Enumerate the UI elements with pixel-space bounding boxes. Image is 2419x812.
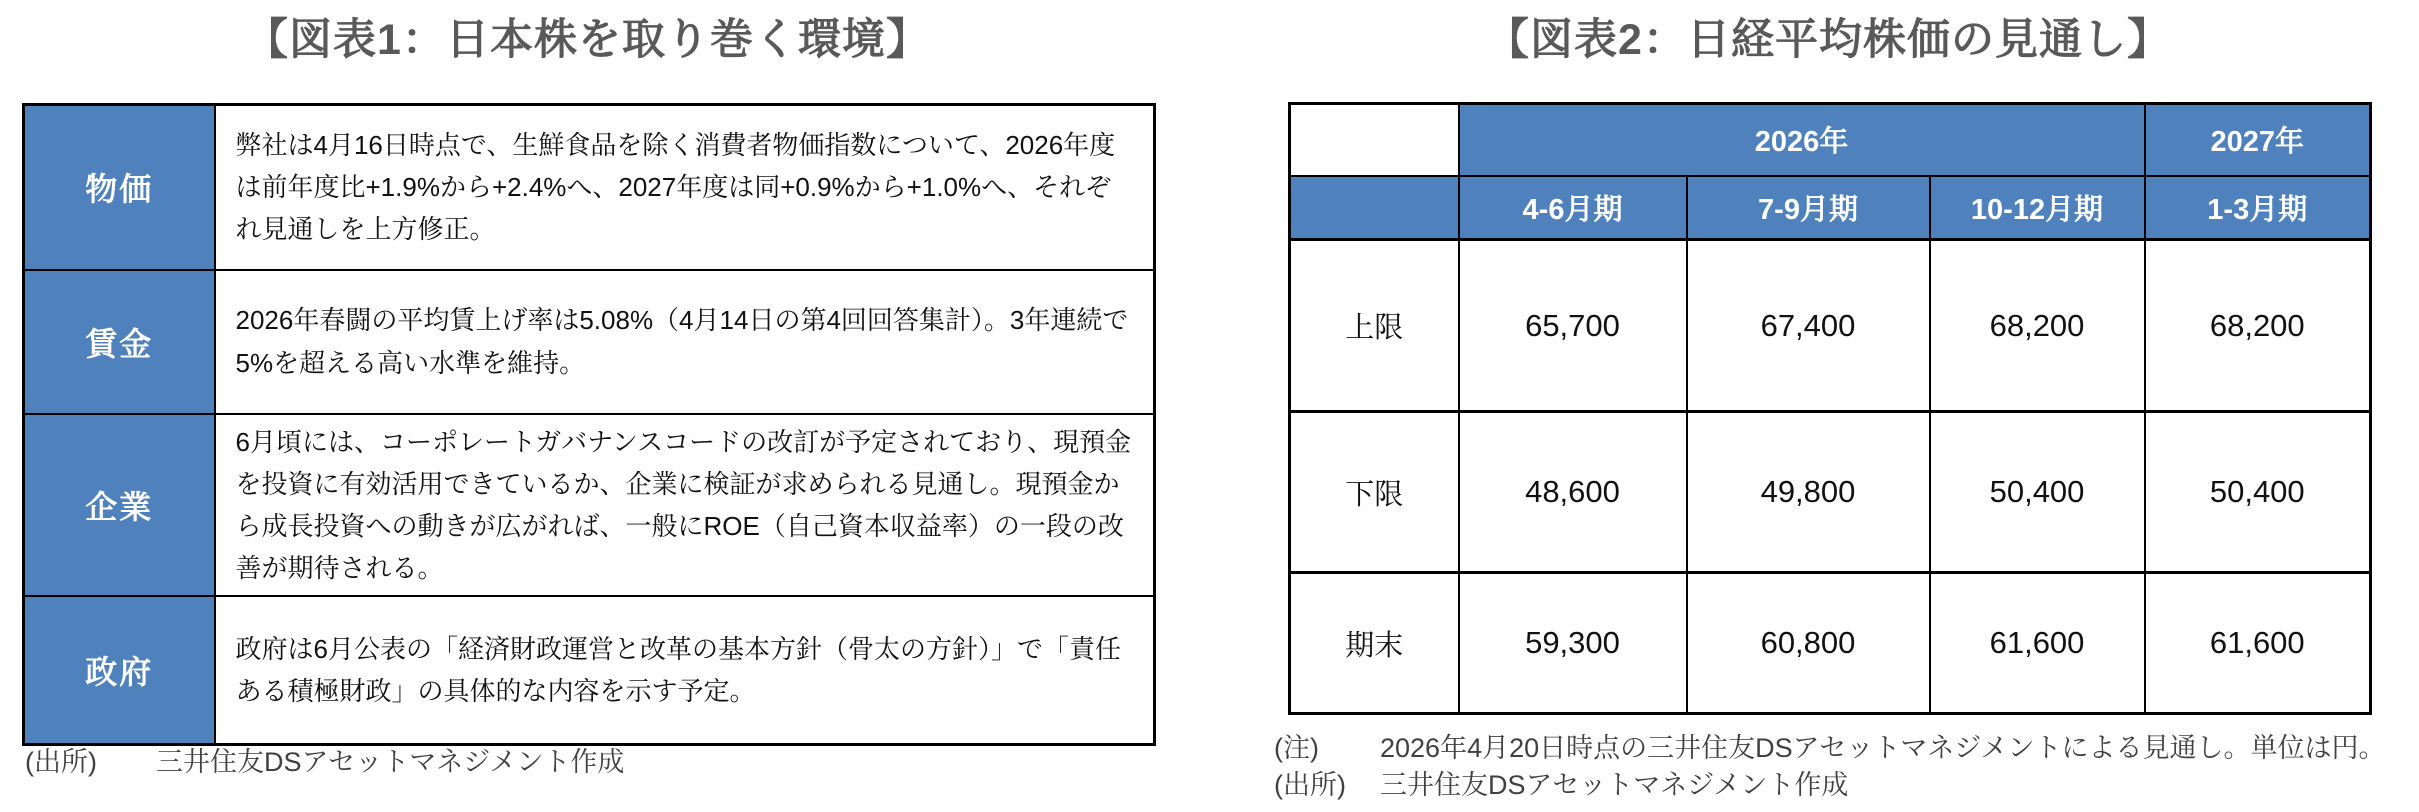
corner-cell xyxy=(1290,104,1459,176)
value-cell: 50,400 xyxy=(2145,412,2371,573)
figure2-title: 【図表2：日経平均株価の見通し】 xyxy=(1486,16,2171,64)
quarter-header-q3: 10-12月期 xyxy=(1930,176,2145,240)
note-label: (注) xyxy=(1274,733,1319,763)
figure1-environment-table xyxy=(22,103,1156,746)
table-row-lower-limit xyxy=(1290,412,2371,573)
row-label-prices: 物価 xyxy=(24,105,215,270)
source-label: (出所) xyxy=(1274,770,1346,800)
source-label: (出所) xyxy=(25,747,97,777)
figure1-title: 【図表1：日本株を取り巻く環境】 xyxy=(245,16,930,64)
value-cell: 49,800 xyxy=(1687,412,1930,573)
table-row xyxy=(24,270,1155,414)
note-text: 2026年4月20日時点の三井住友DSアセットマネジメントによる見通し。単位は円。 xyxy=(1380,733,2386,763)
row-label-government: 政府 xyxy=(24,596,215,745)
figure2-note-line xyxy=(1274,726,2386,765)
row-text-wages: 2026年春闘の平均賃上げ率は5.08%（4月14日の第4回回答集計）。3年連続で5%を超える高い水準を維持。 xyxy=(215,270,1155,414)
value-cell: 65,700 xyxy=(1459,240,1687,412)
value-cell: 59,300 xyxy=(1459,573,1687,714)
row-label-period-end: 期末 xyxy=(1290,573,1459,714)
value-cell: 61,600 xyxy=(2145,573,2371,714)
table-row xyxy=(24,596,1155,745)
corner-cell-blue xyxy=(1290,176,1459,240)
row-text-prices: 弊社は4月16日時点で、生鮮食品を除く消費者物価指数について、2026年度は前年度比+1.9%から+2.4%へ、2027年度は同+0.9%から+1.0%へ、それぞれ見通しを上方修正。 xyxy=(215,105,1155,270)
table-row-period-end xyxy=(1290,573,2371,714)
row-label-wages: 賃金 xyxy=(24,270,215,414)
table-row xyxy=(24,414,1155,596)
quarter-header-q1: 4-6月期 xyxy=(1459,176,1687,240)
row-label-upper-limit: 上限 xyxy=(1290,240,1459,412)
value-cell: 67,400 xyxy=(1687,240,1930,412)
year-header-2027: 2027年 xyxy=(2145,104,2371,176)
row-text-government: 政府は6月公表の「経済財政運営と改革の基本方針（骨太の方針）」で「責任ある積極財政」の具体的な内容を示す予定。 xyxy=(215,596,1155,745)
table-row xyxy=(24,105,1155,270)
table-header-row-years xyxy=(1290,104,2371,176)
value-cell: 68,200 xyxy=(1930,240,2145,412)
row-label-companies: 企業 xyxy=(24,414,215,596)
table-header-row-quarters xyxy=(1290,176,2371,240)
row-label-lower-limit: 下限 xyxy=(1290,412,1459,573)
row-text-companies: 6月頃には、コーポレートガバナンスコードの改訂が予定されており、現預金を投資に有効活用できているか、企業に検証が求められる見通し。現預金から成長投資への動きが広がれば、一般にROE（自己資本収益率）の一段の改善が期待される。 xyxy=(215,414,1155,596)
year-header-2026: 2026年 xyxy=(1459,104,2145,176)
table-row-upper-limit xyxy=(1290,240,2371,412)
figure1-source-line xyxy=(25,740,624,779)
figure2-nikkei-forecast-table xyxy=(1288,102,2372,715)
value-cell: 61,600 xyxy=(1930,573,2145,714)
quarter-header-q4: 1-3月期 xyxy=(2145,176,2371,240)
value-cell: 60,800 xyxy=(1687,573,1930,714)
source-text: 三井住友DSアセットマネジメント作成 xyxy=(1380,770,1849,800)
quarter-header-q2: 7-9月期 xyxy=(1687,176,1930,240)
figure2-source-line xyxy=(1274,763,1848,802)
value-cell: 48,600 xyxy=(1459,412,1687,573)
value-cell: 68,200 xyxy=(2145,240,2371,412)
value-cell: 50,400 xyxy=(1930,412,2145,573)
source-text: 三井住友DSアセットマネジメント作成 xyxy=(156,747,625,777)
